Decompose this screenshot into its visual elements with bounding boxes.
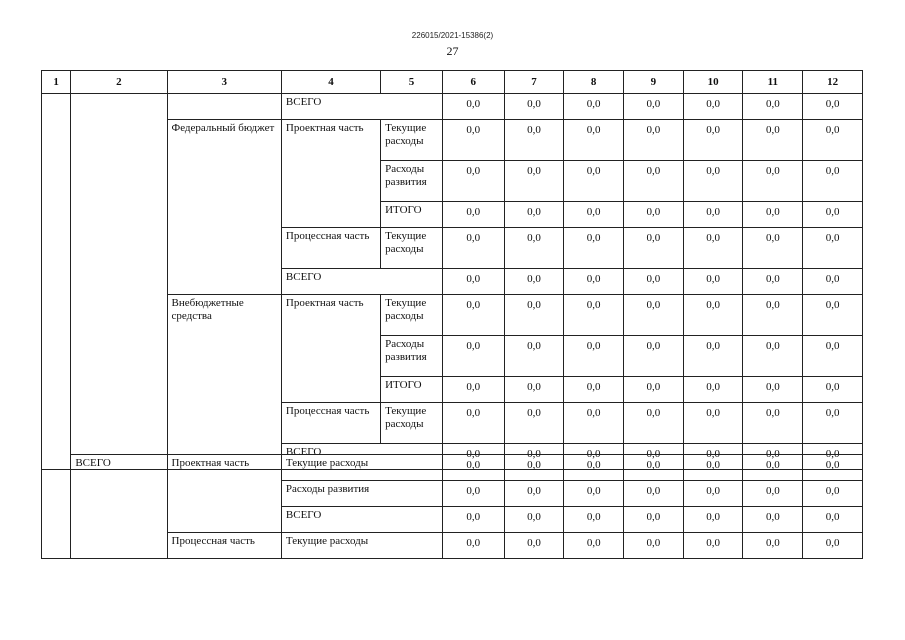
value-cell: 0,0 [442,228,504,269]
cell-col1 [42,94,71,470]
value-cell: 0,0 [683,507,743,533]
value-cell: 0,0 [624,120,684,161]
value-cell: 0,0 [683,403,743,444]
value-cell: 0,0 [683,533,743,559]
value-cell: 0,0 [683,455,743,481]
value-cell: 0,0 [803,295,863,336]
value-cell: 0,0 [504,228,564,269]
value-cell: 0,0 [504,202,564,228]
value-cell: 0,0 [442,455,504,481]
col-header-9: 9 [624,71,684,94]
value-cell: 0,0 [504,455,564,481]
expense-type-current: Текущие расходы [381,295,443,336]
value-cell: 0,0 [743,377,803,403]
value-cell: 0,0 [564,377,624,403]
value-cell: 0,0 [504,403,564,444]
value-cell: 0,0 [504,336,564,377]
col-header-11: 11 [743,71,803,94]
expense-type-current: Текущие расходы [381,403,443,444]
value-cell: 0,0 [803,403,863,444]
value-cell: 0,0 [803,377,863,403]
document-id: 226015/2021-15386(2) [411,31,494,40]
col-header-2: 2 [71,71,167,94]
value-cell: 0,0 [442,444,504,470]
value-cell: 0,0 [683,228,743,269]
expense-type-current: Текущие расходы [381,228,443,269]
value-cell: 0,0 [624,377,684,403]
value-cell: 0,0 [743,295,803,336]
value-cell: 0,0 [504,444,564,470]
table-row [42,94,863,120]
value-cell: 0,0 [683,377,743,403]
value-cell: 0,0 [803,336,863,377]
value-cell: 0,0 [683,481,743,507]
value-cell: 0,0 [564,336,624,377]
value-cell: 0,0 [504,120,564,161]
value-cell: 0,0 [683,161,743,202]
value-cell: 0,0 [442,269,504,295]
value-cell: 0,0 [624,533,684,559]
header-row [42,71,863,94]
value-cell: 0,0 [504,295,564,336]
value-cell: 0,0 [624,481,684,507]
col-header-6: 6 [442,71,504,94]
value-cell: 0,0 [564,481,624,507]
value-cell: 0,0 [564,161,624,202]
funding-source-extrabudgetary: Внебюджетные средства [167,295,281,470]
value-cell: 0,0 [683,269,743,295]
expense-type-current: Текущие расходы [281,455,442,481]
value-cell: 0,0 [803,269,863,295]
value-cell: 0,0 [683,336,743,377]
page-number: 27 [446,44,459,58]
part-label-process: Процессная часть [281,403,380,444]
value-cell: 0,0 [743,161,803,202]
value-cell: 0,0 [624,507,684,533]
value-cell: 0,0 [803,161,863,202]
value-cell: 0,0 [504,377,564,403]
part-label-process: Процессная часть [281,228,380,269]
col-header-8: 8 [564,71,624,94]
value-cell: 0,0 [442,403,504,444]
value-cell: 0,0 [683,94,743,120]
value-cell: 0,0 [564,202,624,228]
value-cell: 0,0 [743,403,803,444]
value-cell: 0,0 [504,269,564,295]
col-header-10: 10 [683,71,743,94]
subtotal-label: ИТОГО [381,202,443,228]
total-label: ВСЕГО [281,94,442,120]
col-header-5: 5 [381,71,443,94]
part-label-project: Проектная часть [167,455,281,533]
value-cell: 0,0 [624,455,684,481]
value-cell: 0,0 [564,295,624,336]
value-cell: 0,0 [743,120,803,161]
value-cell: 0,0 [624,161,684,202]
expense-type-development: Расходы развития [381,161,443,202]
value-cell: 0,0 [683,295,743,336]
value-cell: 0,0 [803,533,863,559]
expense-type-development: Расходы развития [381,336,443,377]
value-cell: 0,0 [442,481,504,507]
value-cell: 0,0 [743,507,803,533]
value-cell: 0,0 [624,336,684,377]
subtotal-label: ИТОГО [381,377,443,403]
expense-type-development: Расходы развития [281,481,442,507]
value-cell: 0,0 [683,120,743,161]
col-header-3: 3 [167,71,281,94]
value-cell: 0,0 [624,202,684,228]
value-cell: 0,0 [442,202,504,228]
value-cell: 0,0 [442,507,504,533]
col-header-1: 1 [42,71,71,94]
value-cell: 0,0 [803,228,863,269]
part-label-project: Проектная часть [281,120,380,228]
value-cell: 0,0 [803,444,863,470]
value-cell: 0,0 [803,120,863,161]
value-cell: 0,0 [442,161,504,202]
value-cell: 0,0 [564,507,624,533]
value-cell: 0,0 [442,377,504,403]
value-cell: 0,0 [564,533,624,559]
value-cell: 0,0 [624,295,684,336]
total-label: ВСЕГО [281,269,442,295]
col-header-12: 12 [803,71,863,94]
cell-col1 [42,455,71,559]
value-cell: 0,0 [564,120,624,161]
value-cell: 0,0 [442,533,504,559]
grand-total-table [41,454,863,559]
value-cell: 0,0 [564,94,624,120]
value-cell: 0,0 [803,455,863,481]
total-label: ВСЕГО [281,507,442,533]
grand-total-label: ВСЕГО [71,455,167,559]
value-cell: 0,0 [442,120,504,161]
expense-type-current: Текущие расходы [281,533,442,559]
value-cell: 0,0 [743,481,803,507]
funding-source-federal: Федеральный бюджет [167,120,281,295]
cell-col2 [71,94,167,470]
value-cell: 0,0 [743,94,803,120]
value-cell: 0,0 [564,403,624,444]
value-cell: 0,0 [442,94,504,120]
value-cell: 0,0 [504,533,564,559]
value-cell: 0,0 [504,161,564,202]
value-cell: 0,0 [743,336,803,377]
table-row [42,455,863,481]
value-cell: 0,0 [743,202,803,228]
part-label-process: Процессная часть [167,533,281,559]
value-cell: 0,0 [442,295,504,336]
value-cell: 0,0 [564,444,624,470]
value-cell: 0,0 [564,455,624,481]
value-cell: 0,0 [683,444,743,470]
value-cell: 0,0 [624,444,684,470]
value-cell: 0,0 [743,228,803,269]
value-cell: 0,0 [504,507,564,533]
total-label: ВСЕГО [281,444,442,470]
value-cell: 0,0 [624,228,684,269]
value-cell: 0,0 [564,228,624,269]
value-cell: 0,0 [743,269,803,295]
value-cell: 0,0 [442,336,504,377]
value-cell: 0,0 [624,94,684,120]
value-cell: 0,0 [803,94,863,120]
value-cell: 0,0 [564,269,624,295]
value-cell: 0,0 [803,507,863,533]
value-cell: 0,0 [743,455,803,481]
value-cell: 0,0 [803,481,863,507]
cell-col3-empty [167,94,281,120]
part-label-project: Проектная часть [281,295,380,403]
col-header-7: 7 [504,71,564,94]
value-cell: 0,0 [624,269,684,295]
value-cell: 0,0 [743,533,803,559]
value-cell: 0,0 [504,481,564,507]
value-cell: 0,0 [683,202,743,228]
col-header-4: 4 [281,71,380,94]
value-cell: 0,0 [743,444,803,470]
budget-table [41,70,863,470]
value-cell: 0,0 [803,202,863,228]
value-cell: 0,0 [504,94,564,120]
value-cell: 0,0 [624,403,684,444]
expense-type-current: Текущие расходы [381,120,443,161]
